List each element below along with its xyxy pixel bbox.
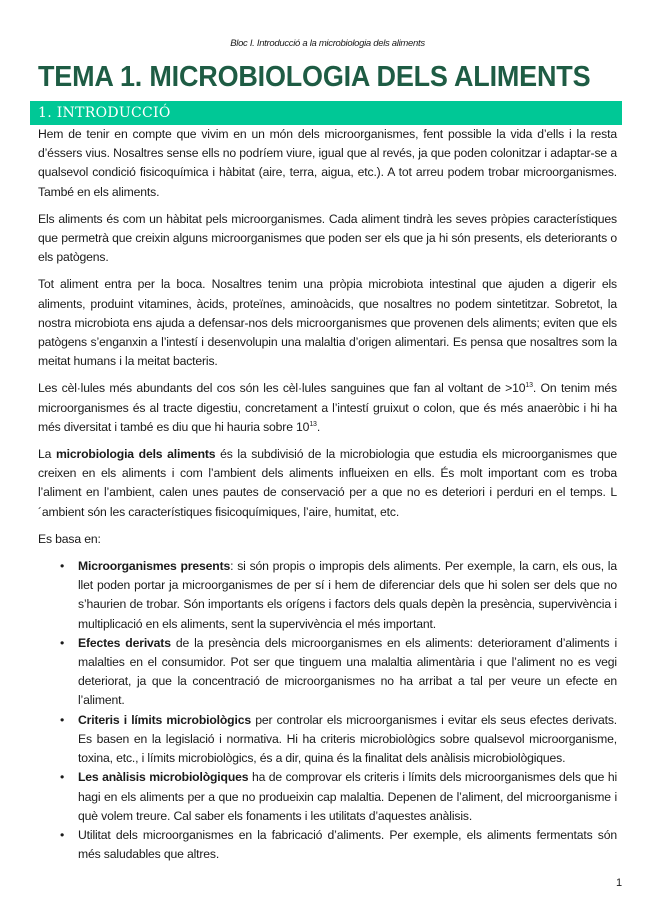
text: de la presència dels microorganismes en els aliments: deteriorament d’aliments i malalties en el consumidor. Pot ser que tinguem una malaltia alimentària i que l’aliment no es vegi deteriorat, ja que la concentració de microorganismes no ha arribat a tal per veure un efecte en l’aliment. [78,635,617,708]
section-heading: 1. INTRODUCCIÓ [38,105,171,121]
text: Les cèl·lules més abundants del cos són les cèl·lules sanguines que fan al voltant de >10 [38,381,526,396]
bold-term: microbiologia dels aliments [55,447,216,462]
paragraph-habitat: Els aliments és com un hàbitat pels microorganismes. Cada aliment tindrà les seves pròpies característiques que permetrà que creixin alguns microorganismes que poden ser els que ja hi són presents, els deteriorants o els patògens. [38,211,617,265]
bold-term: Les anàlisis microbiològiques [78,770,249,785]
superscript: 13 [525,382,533,390]
text: . On tenim més microorganismes és al tracte digestiu, concretament a l’intestí gruixut o colon, que és més anaeròbic i hi ha més diversitat i també es diu que hi hauria sobre 10 [38,381,618,434]
text: és la subdivisió de la microbiologia que estudia els microorganismes que creixen en els aliments i com l’ambient dels aliments influeixen en ells. És molt important com es troba l’aliment en l’ambient, calen unes pautes de conservació per a que no es deteriori i perduri en el temps. L´ambient són les característiques fisicoquímiques, l’aire, humitat, etc. [38,447,618,519]
text: per controlar els microorganismes i evitar els seus efectes derivats. Es basen en la legislació i normativa. Hi ha criteris microbiològics sobre qualsevol microorganisme, toxina, etc., i límits microbiològics, és a dir, quina és la finalitat dels anàlisis microbiològiques. [78,712,617,766]
paragraph-basis: Es basa en: [38,531,101,546]
list-item [38,826,617,864]
text: . [316,419,321,434]
paragraph-microbiota: Tot aliment entra per la boca. Nosaltres tenim una pròpia microbiota intestinal que ajuden a digerir els aliments, produint vitamines, àcids, proteïnes, aminoàcids, que nosaltres no podem sintetitzar. Sobretot, la nostra microbiota ens ajuda a defensar-nos dels microorganismes que provenen dels aliments; eviten que els patògens s’enganxin a l’intestí i desenvolupin una malaltia d’origen alimentari. Es pensa que nosaltres som la meitat humans i la meitat bacteris. [38,277,617,369]
paragraph-definition [38,445,617,522]
text: La [38,447,56,462]
bold-term: Efectes derivats [78,635,171,650]
running-header: Bloc I. Introducció a la microbiologia dels aliments [230,38,425,49]
bold-term: Microorganismes presents [78,559,231,574]
paragraph-intro: Hem de tenir en compte que vivim en un món dels microorganismes, fent possible la vida d’ells i la resta d’éssers vius. Nosaltres sense ells no podríem viure, igual que al revés, ja que poden colonitzar i adaptar-se a qualsevol condició fisicoquímica i hàbitat (aire, terra, aigua, etc.). A tot arreu podem trobar microorganismes. També en els aliments. [38,127,617,199]
page-title: TEMA 1. MICROBIOLOGIA DELS ALIMENTS [38,61,591,93]
list-item [38,634,617,711]
page-number: 1 [616,877,622,890]
document-body [38,0,622,910]
list-item [38,768,617,826]
bullet-list [38,557,617,864]
list-item [38,711,617,769]
text: : si són propis o impropis dels aliments. Per exemple, la carn, els ous, la llet poden portar ja microorganismes de per sí i hem de diferenciar dels que hi solen ser dels que no s’haurien de trobar. Són importants els orígens i factors dels quals depèn la presència, supervivència i multiplicació en els aliments, sent la supervivència el més important. [78,559,617,631]
text: Utilitat dels microorganismes en la fabricació d’aliments. Per exemple, els aliments fermentats són més saludables que altres. [78,827,617,862]
paragraph-cells [38,379,617,437]
list-item [38,557,617,634]
text: ha de comprovar els criteris i límits dels microorganismes dels que hi hagi en els aliments per a que no produeixin cap malaltia. Depenen de l’aliment, del microorganisme i què volem treure. Cal saber els fonaments i les utilitats d’aquestes anàlisis. [78,770,618,823]
superscript: 13 [309,420,317,428]
bold-term: Criteris i límits microbiològics [78,712,251,727]
